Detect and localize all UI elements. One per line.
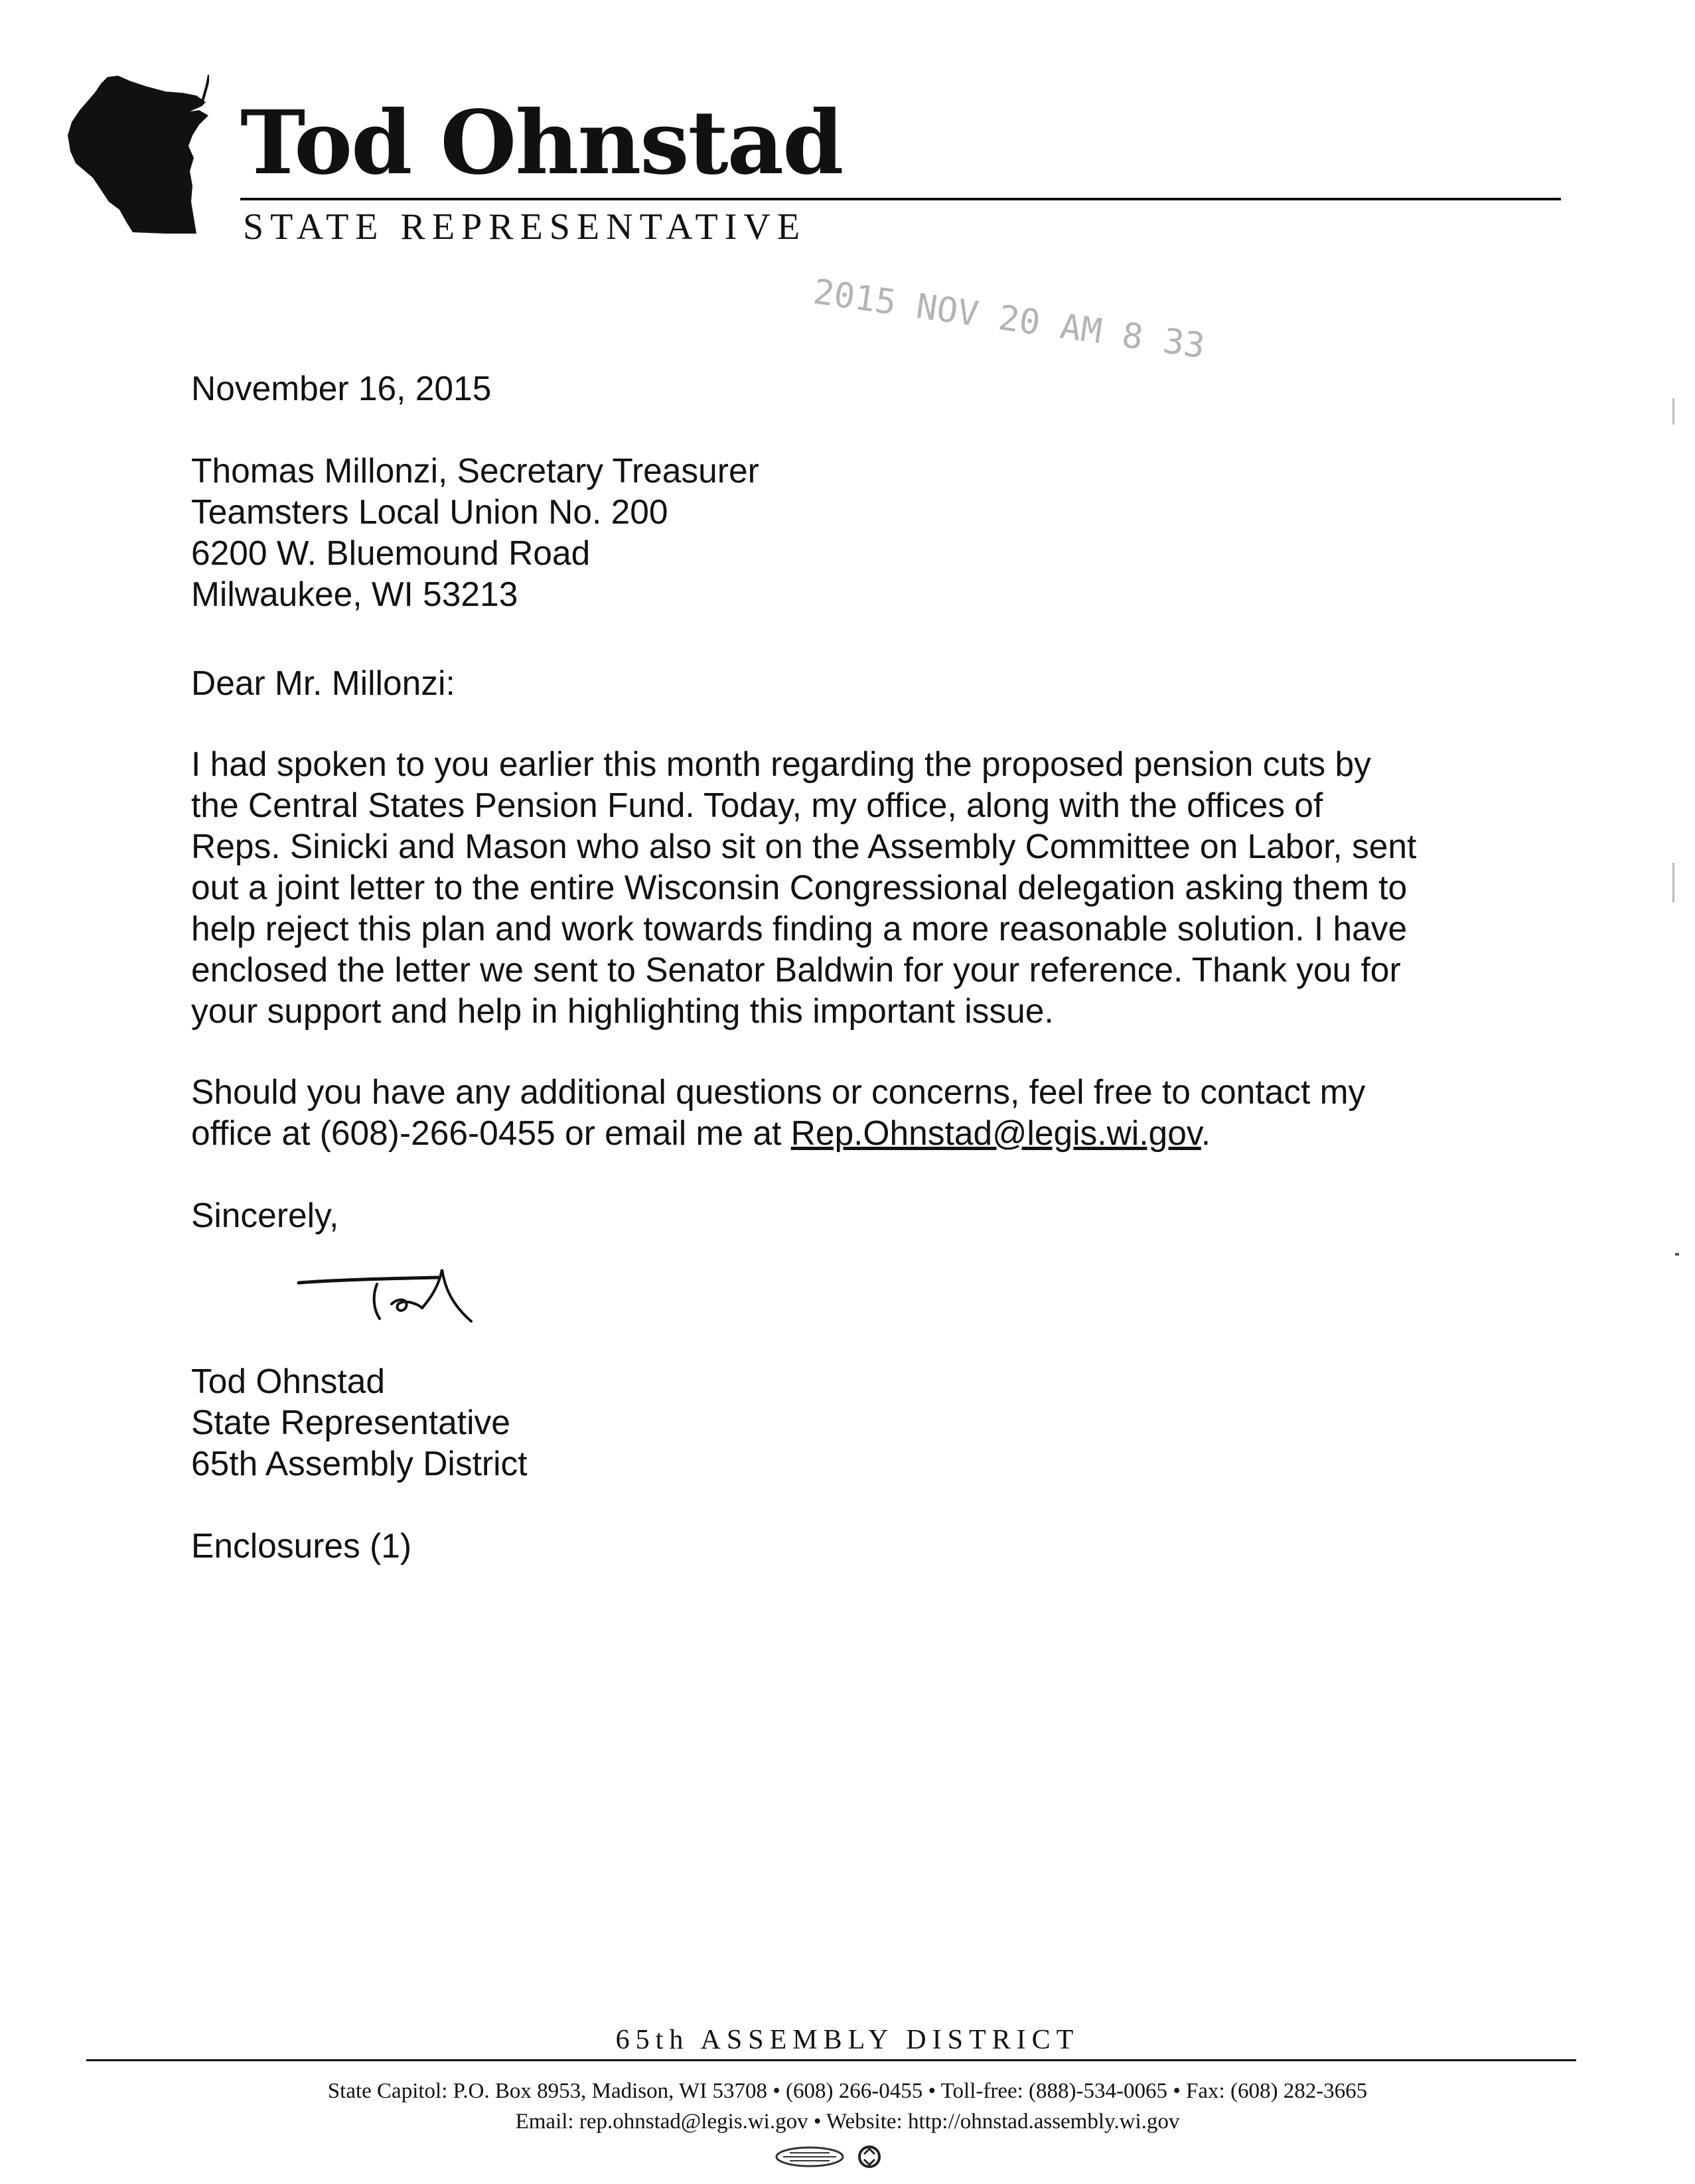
scan-artifact: [1672, 398, 1674, 425]
paragraph-line: Should you have any additional questions or concerns, feel free to contact my: [191, 1072, 1366, 1111]
enclosures-note: Enclosures (1): [191, 1526, 412, 1565]
paragraph-line: Reps. Sinicki and Mason who also sit on the Assembly Committee on Labor, sent: [191, 827, 1417, 865]
paragraph-line: the Central States Pension Fund. Today, my office, along with the offices of: [191, 786, 1323, 824]
paragraph-line: I had spoken to you earlier this month regarding the proposed pension cuts by: [191, 745, 1371, 783]
email-link[interactable]: Rep.Ohnstad@legis.wi.gov: [790, 1114, 1201, 1152]
sentence-end: .: [1201, 1114, 1211, 1152]
paragraph-line: enclosed the letter we sent to Senator Baldwin for your reference. Thank you for: [191, 950, 1401, 989]
wisconsin-state-icon: [66, 72, 209, 238]
closing: Sincerely,: [191, 1196, 339, 1234]
paragraph-line: out a joint letter to the entire Wisconsin Congressional delegation asking them to: [191, 868, 1408, 907]
recycle-icon: [859, 2147, 879, 2167]
scan-artifact: [1672, 863, 1674, 903]
footer-rule: [86, 2059, 1576, 2061]
footer-address-line: State Capitol: P.O. Box 8953, Madison, WI 53708 • (608) 266-0455 • Toll-free: (888)-534-0065 • Fax: (608) 282-3665: [327, 2079, 1368, 2103]
received-stamp: [810, 272, 1215, 385]
recipient-line: Thomas Millonzi, Secretary Treasurer: [191, 451, 759, 490]
body-paragraph-1: [191, 743, 1518, 1031]
paragraph-line: your support and help in highlighting this important issue.: [191, 991, 1054, 1030]
letter-date: November 16, 2015: [191, 369, 492, 407]
recipient-line: 6200 W. Bluemound Road: [191, 534, 591, 572]
letterhead-rule: [240, 198, 1561, 200]
signer-district: 65th Assembly District: [191, 1444, 528, 1483]
signer-title: State Representative: [191, 1403, 510, 1441]
footer-contact: [0, 2076, 1695, 2137]
scan-artifact: [1675, 1253, 1679, 1256]
union-bug-icon: [770, 2142, 889, 2171]
handwritten-signature: [292, 1258, 511, 1337]
recipient-address: [191, 450, 759, 615]
stamp-text: 2015 NOV 20 AM 8 33: [810, 272, 1208, 367]
body-paragraph-2: [191, 1071, 1518, 1153]
signature-block: [191, 1360, 528, 1484]
letterhead-title: STATE REPRESENTATIVE: [243, 206, 807, 248]
recipient-line: Teamsters Local Union No. 200: [191, 492, 668, 531]
contact-text: office at (608)-266-0455 or email me at: [191, 1114, 791, 1152]
recipient-line: Milwaukee, WI 53213: [191, 575, 518, 613]
signer-name: Tod Ohnstad: [191, 1362, 386, 1400]
footer-web-line: Email: rep.ohnstad@legis.wi.gov • Website: http://ohnstad.assembly.wi.gov: [515, 2110, 1180, 2134]
paragraph-line: help reject this plan and work towards finding a more reasonable solution. I have: [191, 909, 1408, 948]
footer-district: 65th ASSEMBLY DISTRICT: [615, 2025, 1080, 2055]
paragraph-line: [191, 1112, 1518, 1153]
salutation: Dear Mr. Millonzi:: [191, 664, 455, 702]
letterhead-name: Tod Ohnstad: [240, 92, 843, 194]
